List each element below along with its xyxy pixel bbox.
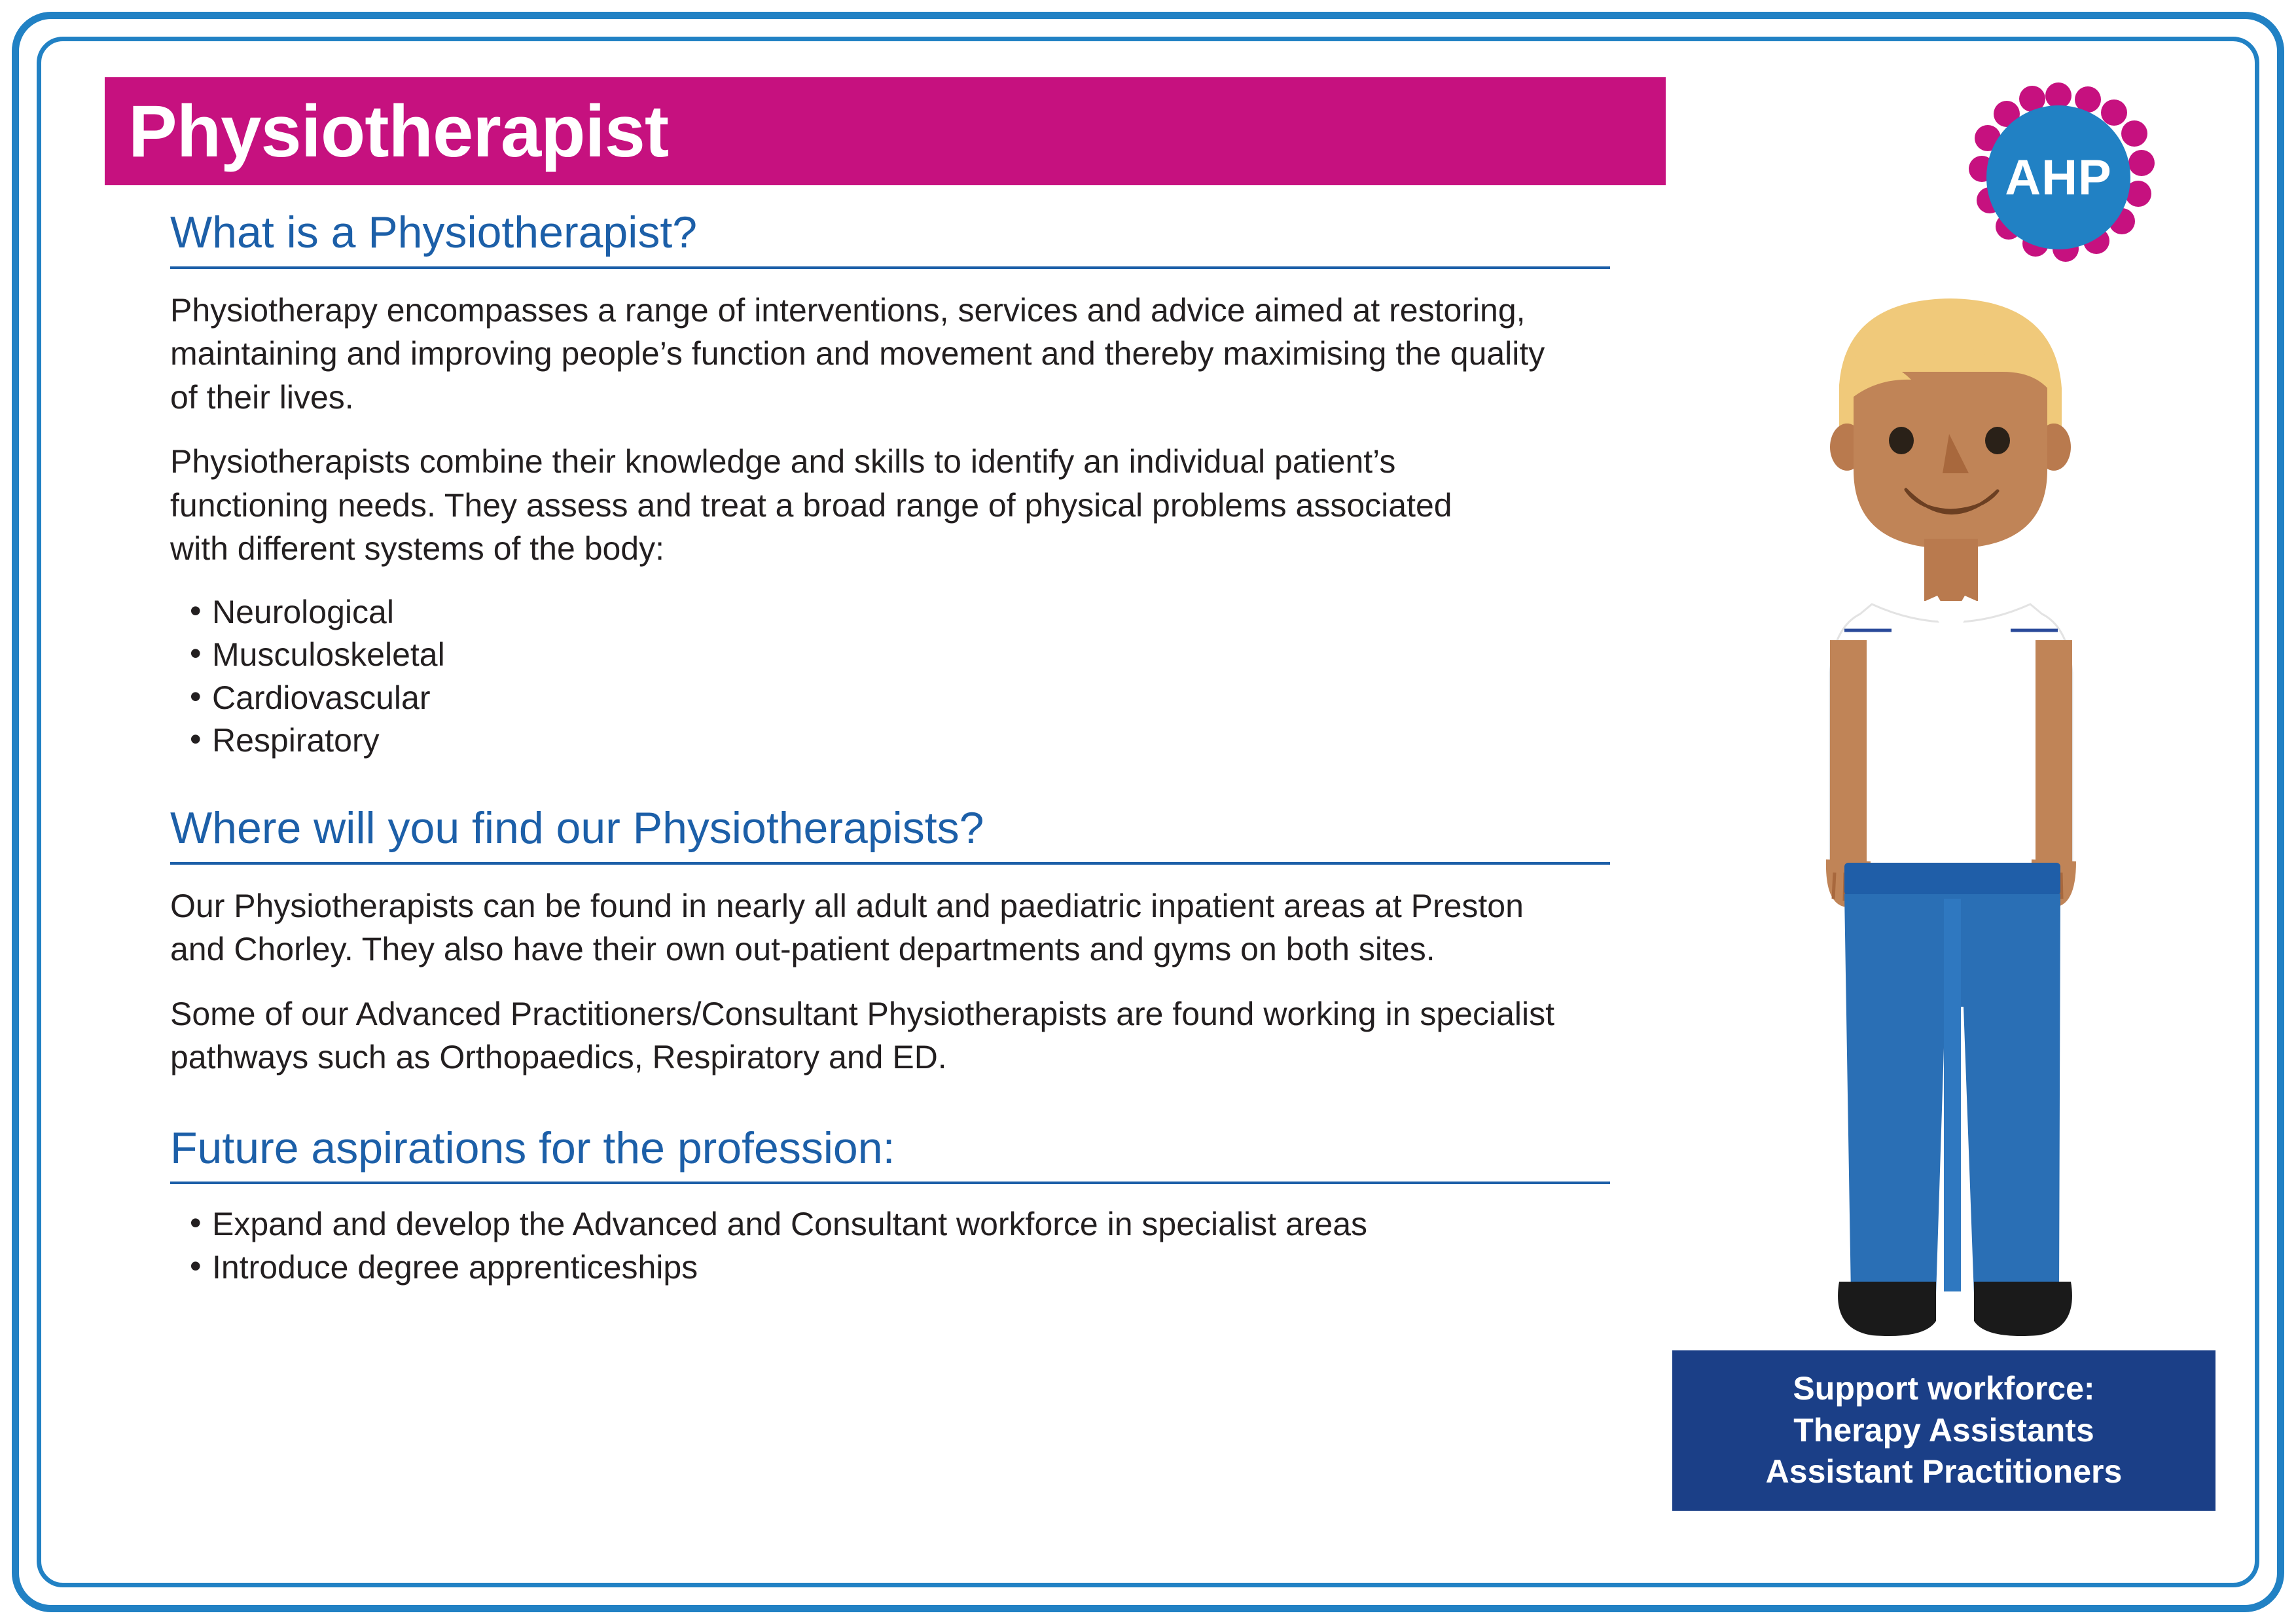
- section-heading-what-is: What is a Physiotherapist?: [170, 208, 698, 257]
- logo-dot: [2121, 120, 2147, 147]
- page-title-bar: [105, 77, 1666, 185]
- list-item: • Cardiovascular: [190, 677, 1669, 719]
- bullet-list-body-systems: [105, 592, 1669, 762]
- section-heading-future-aspirations: Future aspirations for the profession:: [170, 1123, 895, 1173]
- list-item: • Introduce degree apprenticeships: [190, 1247, 1669, 1289]
- support-workforce-box: [1672, 1350, 2215, 1511]
- spacer: [105, 1100, 1669, 1124]
- content-area: [65, 58, 2232, 1563]
- section-paragraph: Physiotherapy encompasses a range of interventions, services and advice aimed at restoring, maintaining and improving people’s function and movement and thereby maximising the quality of their lives.: [170, 291, 1545, 416]
- ahp-logo-text: AHP: [2005, 149, 2112, 206]
- section-paragraph: Some of our Advanced Practitioners/Consultant Physiotherapists are found working in specialist pathways such as Orthopaedics, Respiratory and ED.: [170, 995, 1555, 1076]
- list-item: • Respiratory: [190, 720, 1669, 762]
- support-workforce-line-2: Therapy Assistants: [1793, 1411, 2094, 1449]
- section-heading-where-find: Where will you find our Physiotherapists?: [170, 803, 984, 853]
- support-workforce-line-3: Assistant Practitioners: [1765, 1453, 2123, 1490]
- ahp-logo: [1964, 82, 2153, 272]
- main-text-column: [105, 208, 1669, 1295]
- bullet-list-aspirations: [105, 1204, 1669, 1288]
- heading-rule: [170, 862, 1610, 865]
- list-item: • Expand and develop the Advanced and Consultant workforce in specialist areas: [190, 1204, 1669, 1246]
- ahp-logo-disc: [1986, 105, 2130, 249]
- section-paragraph: Physiotherapists combine their knowledge and skills to identify an individual patient’s functioning needs. They assess and treat a broad range of physical problems associated with different systems of the body:: [170, 443, 1452, 568]
- heading-rule: [170, 1182, 1610, 1184]
- heading-rule: [170, 266, 1610, 269]
- support-workforce-line-1: Support workforce:: [1793, 1370, 2095, 1407]
- page-title: Physiotherapist: [128, 90, 669, 172]
- list-item: • Musculoskeletal: [190, 634, 1669, 676]
- list-item: • Neurological: [190, 592, 1669, 634]
- physiotherapist-illustration: [1676, 274, 2219, 1399]
- logo-dot: [2045, 82, 2072, 109]
- logo-dot: [2128, 150, 2155, 176]
- spacer: [105, 768, 1669, 804]
- section-paragraph: Our Physiotherapists can be found in nearly all adult and paediatric inpatient areas at Preston and Chorley. They also have their own out-patient departments and gyms on both sites.: [170, 887, 1524, 968]
